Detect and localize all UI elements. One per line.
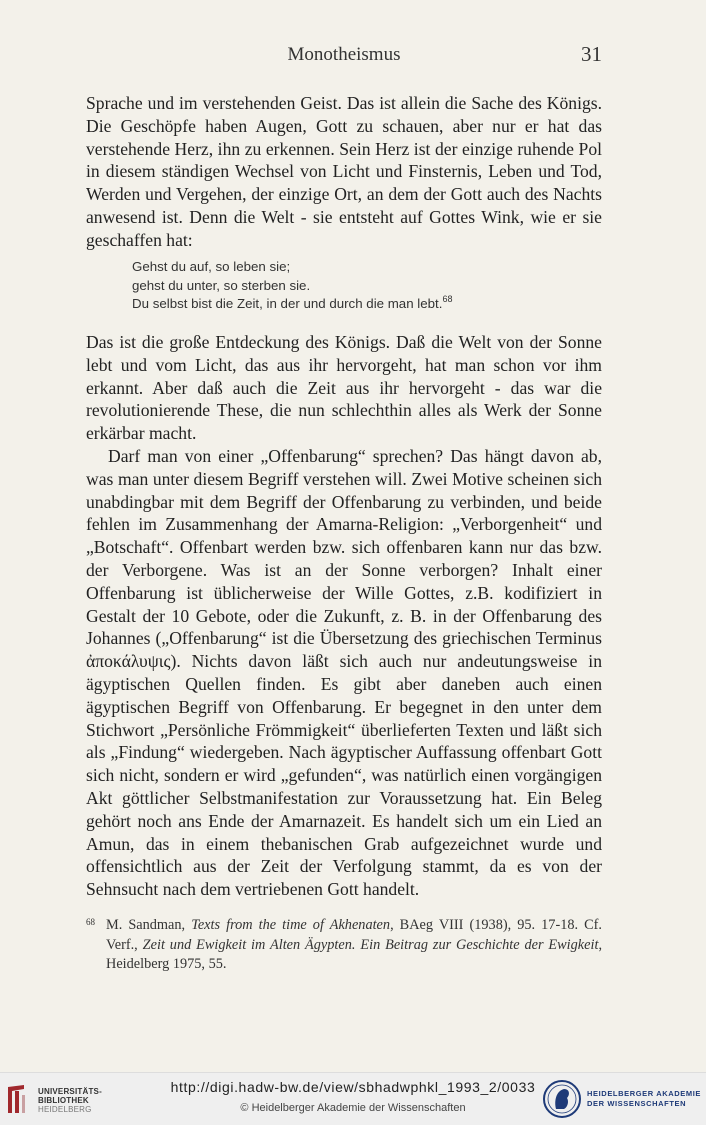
- body-text-main: [86, 331, 602, 901]
- page-number: 31: [581, 42, 602, 66]
- quote-line-1: Gehst du auf, so leben sie;: [132, 259, 291, 274]
- copyright-notice: © Heidelberger Akademie der Wissenschaften: [240, 1102, 466, 1114]
- footnote-text: M. Sandman, Texts from the time of Akhenaten, BAeg VIII (1938), 95. 17-18. Cf. Verf., Zeit und Ewigkeit im Alten Ägypten. Ein Beitrag zur Geschichte der Ewigkeit, Heidelberg 1975, 55.: [106, 917, 603, 972]
- footnote-68: [86, 916, 602, 975]
- footnote-number: 68: [86, 917, 95, 927]
- chapter-title: Monotheismus: [287, 44, 401, 65]
- footnote-ref-68[interactable]: 68: [442, 294, 453, 304]
- academy-name: HEIDELBERGER AKADEMIE DER WISSENSCHAFTEN: [587, 1089, 701, 1108]
- digitization-footer: [0, 1072, 706, 1125]
- quote-line-3: Du selbst bist die Zeit, in der und durch die man lebt.$^{68}$: [132, 294, 453, 311]
- library-name: UNIVERSITÄTS- BIBLIOTHEK HEIDELBERG: [38, 1087, 102, 1114]
- paragraph-3: Darf man von einer „Offenbarung“ sprechen? Das hängt davon ab, was man unter diesem Begriff verstehen will. Zwei Motive scheinen sich unabdingbar mit dem Begriff der Offenbarung zu verbinden, und beide fehlen im Zusammenhang der Amarna-Religion: „Verborgenheit“ und „Botschaft“. Offenbart werden bzw. sich offenbaren kann nur das bzw. der Verborgene. Was ist an der Sonne verborgen? Inhalt einer Offenbarung ist üblicherweise der Wille Gottes, z.B. kodifiziert in Gestalt der 10 Gebote, oder die Zukunft, z. B. in der Offenbarung des Johannes („Offenbarung“ ist die Übersetzung des griechischen Terminus ἀποκάλυψις). Nichts davon läßt sich auch nur andeutungsweise in ägyptischen Quellen finden. Es gibt aber daneben auch einen ägyptischen Begriff von Offenbarung. Er begegnet in den unter dem Stichwort „Persönliche Frömmigkeit“ überlieferten Texten und läßt sich als „Findung“ wiedergeben. Nach ägyptischer Auffassung offenbart Gott sich nicht, sondern er wird „gefunden“, was natürlich einen vorgängigen Akt göttlicher Selbstmanifestation zur Voraussetzung hat. Ein Beleg gehört noch ans Ende der Amarnazeit. Es handelt sich um ein Lied an Amun, das in einem thebanischen Grab aufgezeichnet wurde und offensichtlich aus der Zeit der Verfolgung stammt, da es von der Sehnsucht nach dem vertriebenen Gott handelt.: [86, 445, 602, 900]
- academy-seal-icon: [542, 1079, 582, 1119]
- body-text-top: [86, 92, 602, 252]
- quote-line-2: gehst du unter, so sterben sie.: [132, 277, 311, 293]
- permalink-url[interactable]: http://digi.hadw-bw.de/view/sbhadwphkl_1993_2/0033: [170, 1079, 536, 1095]
- paragraph-2: Das ist die große Entdeckung des Königs. Daß die Welt von der Sonne lebt und vom Licht, das aus ihr hervorgeht, hat man schon vor ihm erkannt. Aber daß auch die Zeit aus ihr hervorgeht - das war die revolutionierende These, die nun schlechthin alles als Werk der Sonne erkärbar macht.: [86, 332, 602, 444]
- paragraph-1: Sprache und im verstehenden Geist. Das ist allein die Sache des Königs. Die Geschöpfe haben Augen, Gott zu schauen, aber nur er hat das verstehende Herz, ihn zu erkennen. Sein Herz ist der einzige ruhende Pol in diesem ständigen Wechsel von Licht und Finsternis, Leben und Tod, Werden und Vergehen, der einzige Ort, an dem der Gott auch des Nachts anwesend ist. Denn die Welt - sie entsteht auf Gottes Wink, wie er sie geschaffen hat:: [86, 93, 602, 250]
- hymn-quote: [132, 258, 602, 314]
